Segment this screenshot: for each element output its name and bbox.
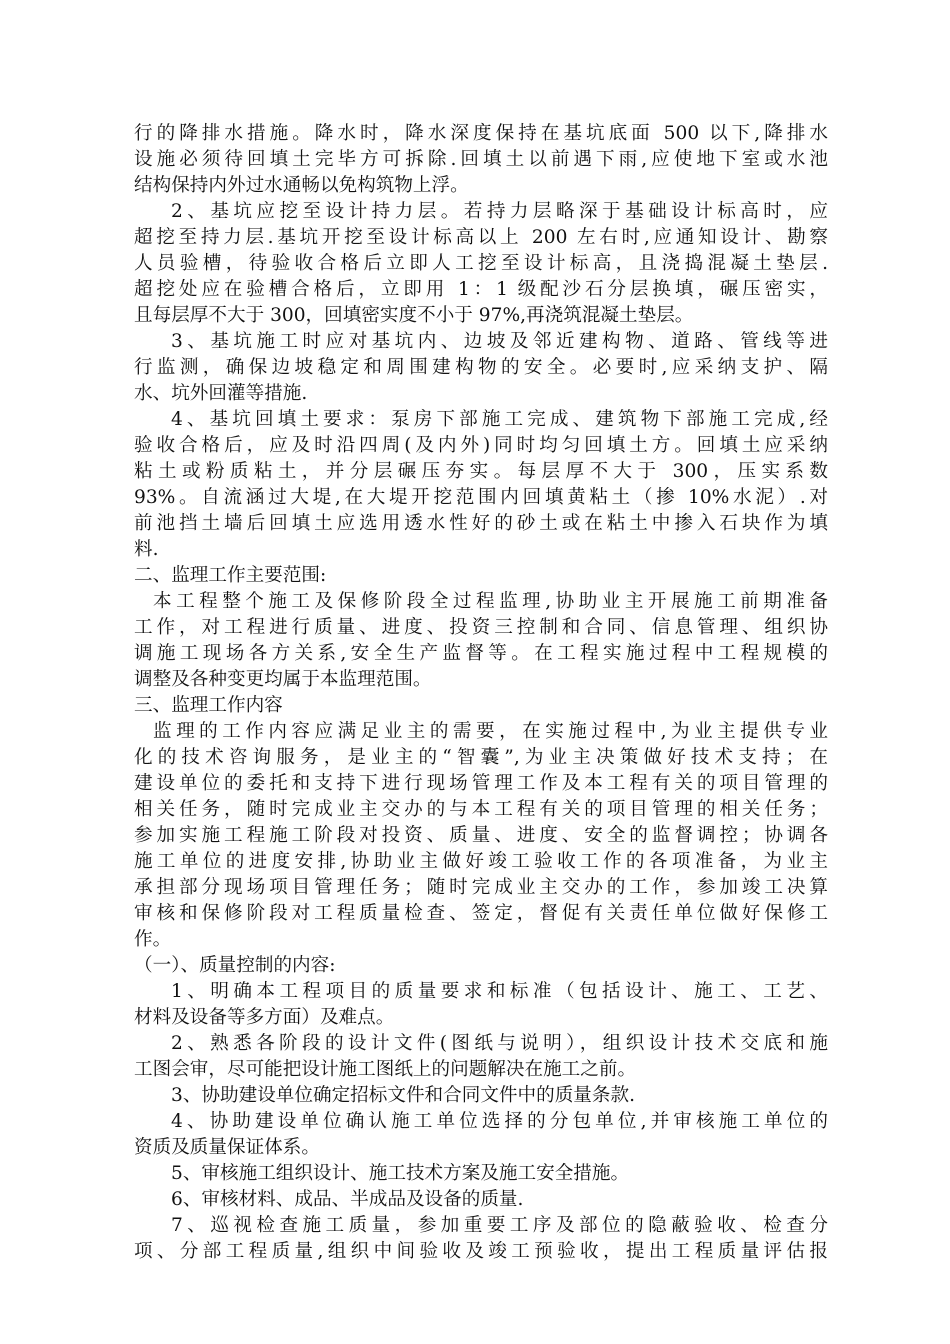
- text-line-34: 1、明确本工程项目的质量要求和标准（包括设计、施工、工艺、: [171, 981, 828, 1002]
- text-line-20: 工作，对工程进行质量、进度、投资三控制和合同、信息管理、组织协: [134, 617, 828, 638]
- text-line-27: 相关任务，随时完成业主交办的与本工程有关的项目管理的相关任务；: [134, 799, 828, 820]
- text-line-26: 建设单位的委托和支持下进行现场管理工作及本工程有关的项目管理的: [134, 773, 828, 794]
- text-line-6: 人员验槽，待验收合格后立即人工挖至设计标高，且浇捣混凝土垫层.: [134, 253, 828, 274]
- section-heading-scope: 二、监理工作主要范围:: [134, 565, 327, 586]
- text-line-16: 前池挡土墙后回填土应选用透水性好的砂土或在粘土中掺入石块作为填: [134, 513, 828, 534]
- text-line-14: 粘土或粉质粘土，并分层碾压夯实。每层厚不大于 300，压实系数: [134, 461, 828, 482]
- text-line-25: 化的技术咨询服务，是业主的“智囊”,为业主决策做好技术支持；在: [134, 747, 828, 768]
- text-line-9: 3、基坑施工时应对基坑内、边坡及邻近建构物、道路、管线等进: [171, 331, 828, 352]
- text-line-28: 参加实施工程施工阶段对投资、质量、进度、安全的监督调控；协调各: [134, 825, 828, 846]
- text-line-5: 超挖至持力层.基坑开挖至设计标高以上 200 左右时,应通知设计、勘察: [134, 227, 828, 248]
- text-line-30: 承担部分现场项目管理任务；随时完成业主交办的工作，参加竣工决算: [134, 877, 828, 898]
- text-line-43: 7、巡视检查施工质量，参加重要工序及部位的隐蔽验收、检查分: [171, 1215, 828, 1236]
- text-line-29: 施工单位的进度安排,协助业主做好竣工验收工作的各项准备，为业主: [134, 851, 828, 872]
- text-line-1: 行的降排水措施。降水时，降水深度保持在基坑底面 500 以下,降排水: [134, 123, 828, 144]
- text-line-19: 本工程整个施工及保修阶段全过程监理,协助业主开展施工前期准备: [153, 591, 828, 612]
- text-line-8: 且每层厚不大于 300，回填密实度不小于 97%,再浇筑混凝土垫层。: [134, 305, 694, 326]
- text-line-24: 监理的工作内容应满足业主的需要，在实施过程中,为业主提供专业: [153, 721, 828, 742]
- text-line-12: 4、基坑回填土要求：泵房下部施工完成、建筑物下部施工完成,经: [171, 409, 828, 430]
- text-line-42: 6、审核材料、成品、半成品及设备的质量.: [171, 1189, 524, 1210]
- text-line-10: 行监测，确保边坡稳定和周围建构物的安全。必要时,应采纳支护、隔: [134, 357, 828, 378]
- text-line-32: 作。: [134, 929, 172, 950]
- text-line-2: 设施必须待回填土完毕方可拆除.回填土以前遇下雨,应使地下室或水池: [134, 149, 828, 170]
- text-line-38: 3、协助建设单位确定招标文件和合同文件中的质量条款.: [171, 1085, 635, 1106]
- text-line-7: 超挖处应在验槽合格后，立即用 1：1 级配沙石分层换填，碾压密实，: [134, 279, 828, 300]
- section-heading-content: 三、监理工作内容: [134, 695, 283, 716]
- text-line-44: 项、分部工程质量,组织中间验收及竣工预验收，提出工程质量评估报: [134, 1241, 828, 1262]
- text-line-36: 2、熟悉各阶段的设计文件(图纸与说明），组织设计技术交底和施: [171, 1033, 828, 1054]
- text-line-35: 材料及设备等多方面）及难点。: [134, 1007, 395, 1028]
- document-page: [134, 121, 828, 1265]
- section-heading-quality: （一）、质量控制的内容:: [134, 955, 336, 976]
- text-line-13: 验收合格后，应及时沿四周(及内外)同时均匀回填土方。回填土应采纳: [134, 435, 828, 456]
- text-line-15: 93%。自流涵过大堤,在大堤开挖范围内回填黄粘土（掺 10%水泥）.对: [134, 487, 828, 508]
- text-line-37: 工图会审，尽可能把设计施工图纸上的问题解决在施工之前。: [134, 1059, 637, 1080]
- text-line-40: 资质及质量保证体系。: [134, 1137, 320, 1158]
- text-line-11: 水、坑外回灌等措施.: [134, 383, 308, 404]
- text-line-21: 调施工现场各方关系,安全生产监督等。在工程实施过程中工程规模的: [134, 643, 828, 664]
- text-line-4: 2、基坑应挖至设计持力层。若持力层略深于基础设计标高时，应: [171, 201, 828, 222]
- text-line-22: 调整及各种变更均属于本监理范围。: [134, 669, 432, 690]
- text-line-41: 5、审核施工组织设计、施工技术方案及施工安全措施。: [171, 1163, 630, 1184]
- text-line-31: 审核和保修阶段对工程质量检查、签定，督促有关责任单位做好保修工: [134, 903, 828, 924]
- text-line-17: 料.: [134, 539, 159, 560]
- text-line-3: 结构保持内外过水通畅以免构筑物上浮。: [134, 175, 469, 196]
- text-line-39: 4、协助建设单位确认施工单位选择的分包单位,并审核施工单位的: [171, 1111, 828, 1132]
